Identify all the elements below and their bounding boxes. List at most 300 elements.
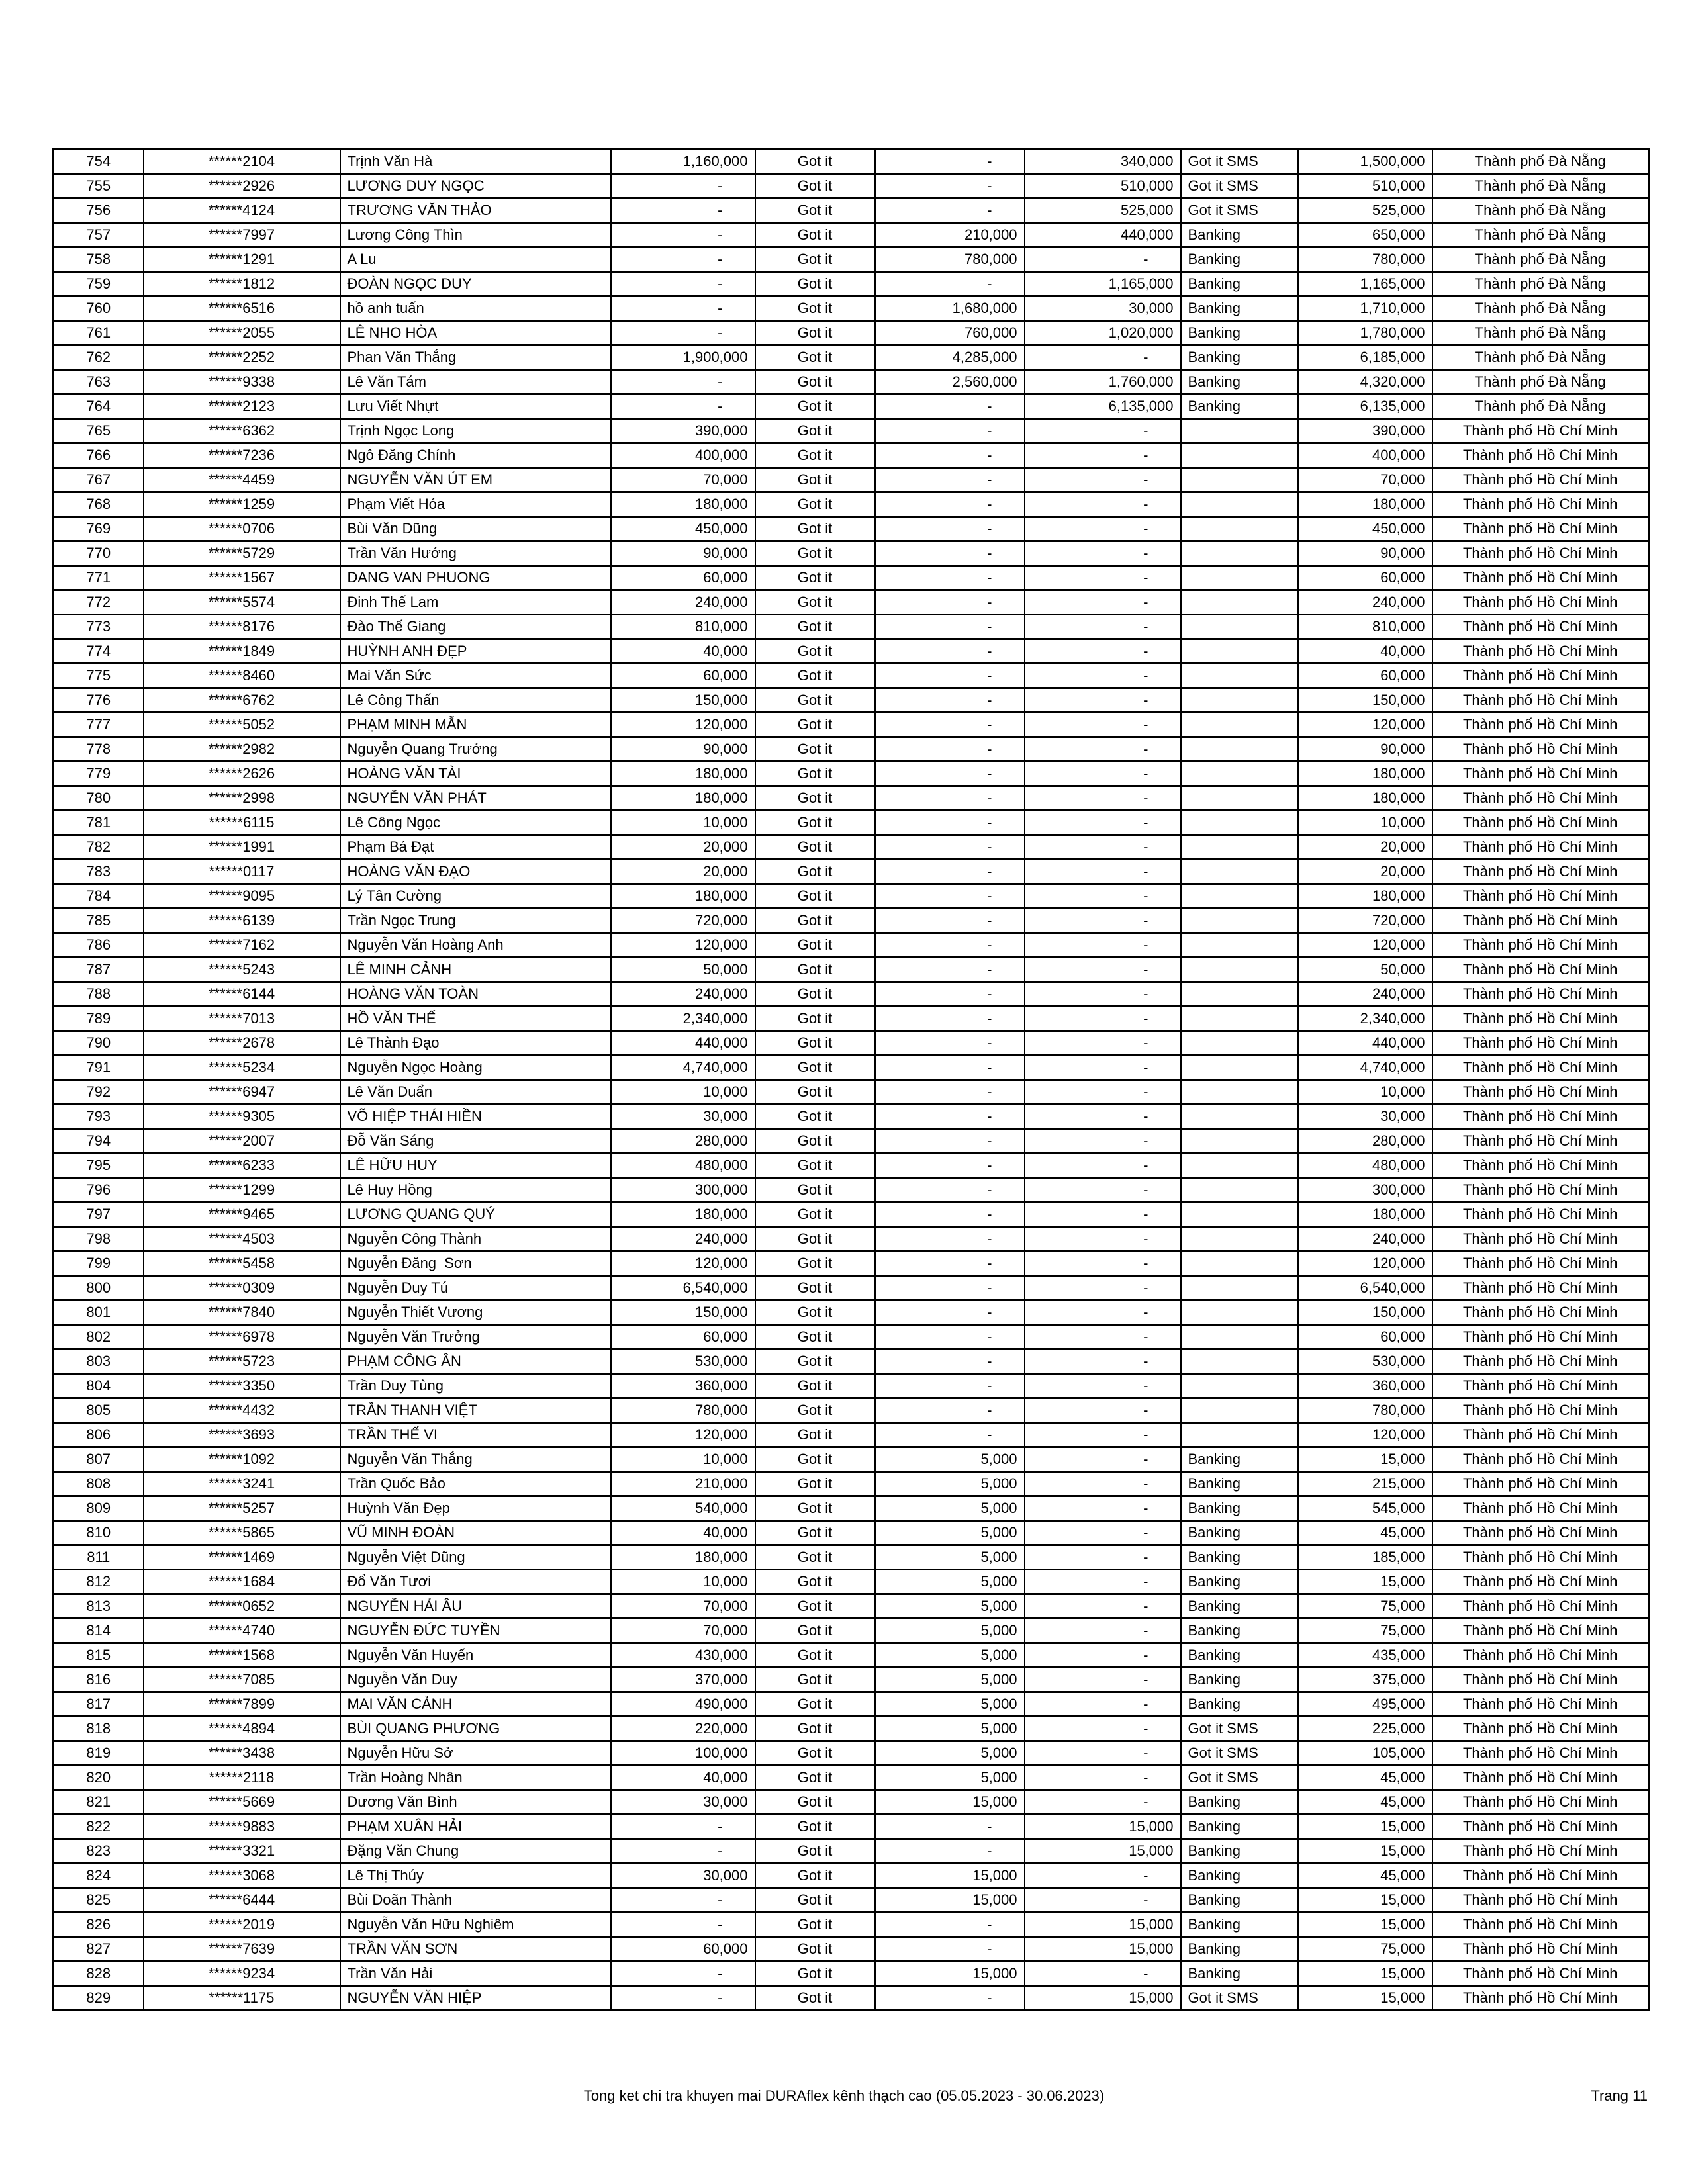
cell-amount-1: 120,000 [611,933,755,958]
cell-customer-name: Ngô Đăng Chính [340,443,611,468]
cell-amount-3: - [1025,1154,1181,1178]
cell-payment-method: Banking [1181,1962,1298,1986]
payout-table-body [54,150,1649,2011]
cell-payment-method: Banking [1181,248,1298,272]
cell-masked-phone: ******6139 [144,909,340,933]
cell-city: Thành phố Hồ Chí Minh [1432,664,1649,688]
cell-masked-phone: ******2626 [144,762,340,786]
cell-amount-1: - [611,199,755,223]
cell-row-number: 813 [54,1594,144,1619]
cell-status: Got it [755,1864,875,1888]
cell-amount-2: 5,000 [875,1668,1025,1692]
table-row [54,1668,1649,1692]
cell-row-number: 769 [54,517,144,541]
cell-payment-method: Banking [1181,1545,1298,1570]
cell-customer-name: Lê Văn Duẩn [340,1080,611,1105]
cell-status: Got it [755,1521,875,1545]
cell-payment-method [1181,1105,1298,1129]
cell-status: Got it [755,884,875,909]
cell-masked-phone: ******5574 [144,590,340,615]
cell-total-amount: 780,000 [1298,1398,1432,1423]
cell-status: Got it [755,1447,875,1472]
cell-amount-1: 10,000 [611,1080,755,1105]
cell-customer-name: PHẠM MINH MẪN [340,713,611,737]
table-row [54,786,1649,811]
cell-masked-phone: ******7899 [144,1692,340,1717]
cell-amount-1: 10,000 [611,1447,755,1472]
cell-status: Got it [755,199,875,223]
cell-amount-1: 30,000 [611,1790,755,1815]
cell-amount-2: - [875,1154,1025,1178]
cell-masked-phone: ******2118 [144,1766,340,1790]
cell-city: Thành phố Hồ Chí Minh [1432,1227,1649,1251]
cell-masked-phone: ******8176 [144,615,340,639]
cell-city: Thành phố Hồ Chí Minh [1432,1692,1649,1717]
cell-amount-3: - [1025,1962,1181,1986]
cell-payment-method [1181,835,1298,860]
cell-amount-1: - [611,1839,755,1864]
cell-amount-3: - [1025,419,1181,443]
cell-payment-method: Banking [1181,1913,1298,1937]
cell-row-number: 782 [54,835,144,860]
cell-total-amount: 15,000 [1298,1913,1432,1937]
cell-masked-phone: ******0706 [144,517,340,541]
cell-amount-1: 210,000 [611,1472,755,1496]
cell-city: Thành phố Hồ Chí Minh [1432,1668,1649,1692]
cell-payment-method: Got it SMS [1181,1986,1298,2011]
cell-city: Thành phố Hồ Chí Minh [1432,517,1649,541]
table-row [54,1056,1649,1080]
cell-amount-3: - [1025,688,1181,713]
cell-payment-method: Banking [1181,1888,1298,1913]
cell-masked-phone: ******1684 [144,1570,340,1594]
cell-status: Got it [755,321,875,345]
cell-city: Thành phố Đà Nẵng [1432,345,1649,370]
cell-row-number: 827 [54,1937,144,1962]
cell-amount-1: 300,000 [611,1178,755,1203]
cell-status: Got it [755,1031,875,1056]
table-row [54,443,1649,468]
cell-row-number: 776 [54,688,144,713]
cell-status: Got it [755,1766,875,1790]
cell-masked-phone: ******5729 [144,541,340,566]
cell-payment-method: Banking [1181,296,1298,321]
cell-amount-1: 240,000 [611,590,755,615]
cell-amount-2: - [875,835,1025,860]
cell-row-number: 780 [54,786,144,811]
table-row [54,1325,1649,1349]
cell-amount-1: 2,340,000 [611,1007,755,1031]
cell-status: Got it [755,1692,875,1717]
cell-city: Thành phố Hồ Chí Minh [1432,909,1649,933]
cell-row-number: 794 [54,1129,144,1154]
cell-amount-1: 240,000 [611,982,755,1007]
cell-city: Thành phố Hồ Chí Minh [1432,1276,1649,1300]
cell-masked-phone: ******2998 [144,786,340,811]
footer-page-number: Trang 11 [1591,2087,1648,2104]
cell-status: Got it [755,982,875,1007]
cell-payment-method: Banking [1181,1839,1298,1864]
cell-amount-3: 30,000 [1025,296,1181,321]
cell-total-amount: 300,000 [1298,1178,1432,1203]
cell-city: Thành phố Hồ Chí Minh [1432,1007,1649,1031]
cell-row-number: 807 [54,1447,144,1472]
cell-row-number: 763 [54,370,144,394]
cell-payment-method [1181,933,1298,958]
table-row [54,933,1649,958]
cell-amount-1: 150,000 [611,1300,755,1325]
cell-masked-phone: ******1092 [144,1447,340,1472]
cell-amount-1: - [611,223,755,248]
cell-customer-name: Trần Hoàng Nhân [340,1766,611,1790]
cell-customer-name: Nguyễn Văn Hoàng Anh [340,933,611,958]
table-row [54,639,1649,664]
table-row [54,1251,1649,1276]
cell-status: Got it [755,1741,875,1766]
cell-amount-3: - [1025,541,1181,566]
cell-amount-3: - [1025,1741,1181,1766]
cell-customer-name: Nguyễn Đăng Sơn [340,1251,611,1276]
cell-status: Got it [755,1643,875,1668]
cell-row-number: 808 [54,1472,144,1496]
cell-customer-name: Phạm Bá Đạt [340,835,611,860]
table-row [54,1472,1649,1496]
cell-masked-phone: ******0652 [144,1594,340,1619]
cell-customer-name: LÊ NHO HÒA [340,321,611,345]
cell-payment-method [1181,541,1298,566]
table-row [54,590,1649,615]
cell-row-number: 781 [54,811,144,835]
cell-masked-phone: ******1849 [144,639,340,664]
cell-total-amount: 50,000 [1298,958,1432,982]
cell-row-number: 800 [54,1276,144,1300]
cell-payment-method [1181,1251,1298,1276]
cell-city: Thành phố Hồ Chí Minh [1432,933,1649,958]
table-row [54,1521,1649,1545]
table-row [54,1717,1649,1741]
table-row [54,296,1649,321]
cell-amount-2: 15,000 [875,1962,1025,1986]
cell-total-amount: 215,000 [1298,1472,1432,1496]
cell-masked-phone: ******1567 [144,566,340,590]
cell-amount-1: 540,000 [611,1496,755,1521]
cell-status: Got it [755,296,875,321]
cell-masked-phone: ******7236 [144,443,340,468]
cell-city: Thành phố Hồ Chí Minh [1432,1888,1649,1913]
cell-payment-method [1181,1374,1298,1398]
table-row [54,1154,1649,1178]
cell-amount-3: - [1025,1300,1181,1325]
cell-payment-method [1181,492,1298,517]
table-row [54,1545,1649,1570]
cell-status: Got it [755,223,875,248]
footer-title: Tong ket chi tra khuyen mai DURAflex kênh thạch cao (05.05.2023 - 30.06.2023) [583,2087,1105,2104]
cell-row-number: 788 [54,982,144,1007]
cell-payment-method: Banking [1181,1864,1298,1888]
cell-customer-name: Trần Văn Hướng [340,541,611,566]
cell-status: Got it [755,1203,875,1227]
cell-payment-method: Banking [1181,223,1298,248]
cell-masked-phone: ******5723 [144,1349,340,1374]
cell-status: Got it [755,1619,875,1643]
table-row [54,1913,1649,1937]
cell-amount-1: 400,000 [611,443,755,468]
cell-masked-phone: ******4503 [144,1227,340,1251]
cell-amount-2: - [875,688,1025,713]
cell-amount-2: 5,000 [875,1594,1025,1619]
cell-amount-2: - [875,1300,1025,1325]
cell-status: Got it [755,958,875,982]
cell-payment-method [1181,860,1298,884]
cell-status: Got it [755,1374,875,1398]
cell-amount-3: - [1025,1521,1181,1545]
table-row [54,688,1649,713]
table-row [54,1692,1649,1717]
cell-status: Got it [755,1105,875,1129]
cell-amount-2: - [875,419,1025,443]
cell-city: Thành phố Hồ Chí Minh [1432,982,1649,1007]
cell-total-amount: 15,000 [1298,1962,1432,1986]
cell-row-number: 814 [54,1619,144,1643]
cell-amount-3: - [1025,909,1181,933]
cell-amount-3: - [1025,1325,1181,1349]
cell-status: Got it [755,1962,875,1986]
cell-city: Thành phố Đà Nẵng [1432,272,1649,296]
cell-payment-method [1181,786,1298,811]
cell-masked-phone: ******1991 [144,835,340,860]
cell-row-number: 809 [54,1496,144,1521]
cell-amount-2: - [875,737,1025,762]
cell-customer-name: Mai Văn Sức [340,664,611,688]
cell-city: Thành phố Hồ Chí Minh [1432,1398,1649,1423]
cell-payment-method [1181,1154,1298,1178]
cell-total-amount: 440,000 [1298,1031,1432,1056]
cell-masked-phone: ******7840 [144,1300,340,1325]
cell-customer-name: MAI VĂN CẢNH [340,1692,611,1717]
cell-row-number: 759 [54,272,144,296]
cell-payment-method: Banking [1181,1692,1298,1717]
table-row [54,370,1649,394]
cell-amount-1: 180,000 [611,1203,755,1227]
cell-status: Got it [755,688,875,713]
cell-amount-2: 5,000 [875,1570,1025,1594]
cell-amount-1: 280,000 [611,1129,755,1154]
cell-city: Thành phố Hồ Chí Minh [1432,1056,1649,1080]
cell-amount-3: - [1025,639,1181,664]
cell-city: Thành phố Đà Nẵng [1432,248,1649,272]
table-row [54,958,1649,982]
cell-customer-name: Lý Tân Cường [340,884,611,909]
cell-customer-name: Bùi Văn Dũng [340,517,611,541]
cell-row-number: 803 [54,1349,144,1374]
cell-status: Got it [755,541,875,566]
table-row [54,1349,1649,1374]
table-row [54,199,1649,223]
cell-amount-3: 1,165,000 [1025,272,1181,296]
cell-payment-method [1181,737,1298,762]
cell-amount-3: - [1025,248,1181,272]
cell-amount-2: - [875,1105,1025,1129]
cell-total-amount: 435,000 [1298,1643,1432,1668]
cell-payment-method: Banking [1181,370,1298,394]
cell-amount-1: 180,000 [611,1545,755,1570]
cell-payment-method [1181,762,1298,786]
cell-amount-1: 1,160,000 [611,150,755,174]
cell-payment-method: Banking [1181,1643,1298,1668]
table-row [54,884,1649,909]
cell-customer-name: HOÀNG VĂN TÀI [340,762,611,786]
cell-amount-2: - [875,517,1025,541]
cell-customer-name: Đinh Thế Lam [340,590,611,615]
cell-row-number: 815 [54,1643,144,1668]
cell-customer-name: Đặng Văn Chung [340,1839,611,1864]
cell-city: Thành phố Hồ Chí Minh [1432,443,1649,468]
cell-city: Thành phố Hồ Chí Minh [1432,1717,1649,1741]
cell-total-amount: 6,185,000 [1298,345,1432,370]
cell-row-number: 758 [54,248,144,272]
cell-customer-name: TRƯƠNG VĂN THẢO [340,199,611,223]
cell-status: Got it [755,1668,875,1692]
cell-row-number: 810 [54,1521,144,1545]
cell-row-number: 793 [54,1105,144,1129]
cell-customer-name: NGUYỄN VĂN PHÁT [340,786,611,811]
cell-row-number: 779 [54,762,144,786]
cell-masked-phone: ******4740 [144,1619,340,1643]
cell-customer-name: NGUYỄN VĂN HIỆP [340,1986,611,2011]
cell-customer-name: NGUYỄN HẢI ÂU [340,1594,611,1619]
cell-amount-3: - [1025,1717,1181,1741]
cell-city: Thành phố Hồ Chí Minh [1432,1741,1649,1766]
cell-masked-phone: ******2252 [144,345,340,370]
cell-amount-3: 1,020,000 [1025,321,1181,345]
cell-total-amount: 1,780,000 [1298,321,1432,345]
cell-masked-phone: ******4432 [144,1398,340,1423]
cell-status: Got it [755,1129,875,1154]
cell-amount-3: - [1025,1643,1181,1668]
cell-status: Got it [755,1154,875,1178]
cell-city: Thành phố Đà Nẵng [1432,394,1649,419]
cell-row-number: 775 [54,664,144,688]
cell-city: Thành phố Hồ Chí Minh [1432,1790,1649,1815]
cell-amount-2: 5,000 [875,1741,1025,1766]
cell-customer-name: VŨ MINH ĐOÀN [340,1521,611,1545]
cell-total-amount: 70,000 [1298,468,1432,492]
cell-amount-2: - [875,664,1025,688]
cell-city: Thành phố Hồ Chí Minh [1432,737,1649,762]
cell-row-number: 756 [54,199,144,223]
cell-customer-name: BÙI QUANG PHƯƠNG [340,1717,611,1741]
cell-city: Thành phố Hồ Chí Minh [1432,762,1649,786]
cell-customer-name: Bùi Doãn Thành [340,1888,611,1913]
cell-amount-2: - [875,1031,1025,1056]
cell-customer-name: Đổ Văn Tươi [340,1570,611,1594]
cell-total-amount: 180,000 [1298,492,1432,517]
cell-customer-name: Đào Thế Giang [340,615,611,639]
cell-row-number: 811 [54,1545,144,1570]
cell-amount-1: 4,740,000 [611,1056,755,1080]
cell-amount-2: - [875,713,1025,737]
cell-total-amount: 45,000 [1298,1864,1432,1888]
cell-masked-phone: ******3438 [144,1741,340,1766]
cell-amount-1: 120,000 [611,1251,755,1276]
cell-payment-method: Got it SMS [1181,1741,1298,1766]
cell-amount-3: 6,135,000 [1025,394,1181,419]
cell-payment-method: Banking [1181,1790,1298,1815]
cell-row-number: 806 [54,1423,144,1447]
cell-row-number: 760 [54,296,144,321]
cell-city: Thành phố Đà Nẵng [1432,370,1649,394]
cell-amount-2: - [875,492,1025,517]
cell-row-number: 799 [54,1251,144,1276]
cell-city: Thành phố Hồ Chí Minh [1432,468,1649,492]
cell-amount-3: - [1025,1203,1181,1227]
cell-total-amount: 15,000 [1298,1815,1432,1839]
cell-payment-method: Banking [1181,1447,1298,1472]
cell-status: Got it [755,1276,875,1300]
cell-customer-name: Nguyễn Văn Trưởng [340,1325,611,1349]
cell-customer-name: LÊ MINH CẢNH [340,958,611,982]
table-row [54,1276,1649,1300]
cell-customer-name: TRẦN THANH VIỆT [340,1398,611,1423]
cell-status: Got it [755,443,875,468]
cell-masked-phone: ******6144 [144,982,340,1007]
cell-status: Got it [755,1594,875,1619]
cell-amount-2: - [875,1007,1025,1031]
table-row [54,321,1649,345]
cell-customer-name: NGUYỄN VĂN ÚT EM [340,468,611,492]
cell-masked-phone: ******9338 [144,370,340,394]
cell-payment-method: Banking [1181,1937,1298,1962]
cell-amount-3: - [1025,1056,1181,1080]
cell-amount-3: 510,000 [1025,174,1181,199]
cell-masked-phone: ******4124 [144,199,340,223]
cell-city: Thành phố Đà Nẵng [1432,150,1649,174]
table-row [54,1766,1649,1790]
cell-city: Thành phố Hồ Chí Minh [1432,1521,1649,1545]
cell-amount-2: - [875,1374,1025,1398]
cell-status: Got it [755,370,875,394]
cell-amount-1: 30,000 [611,1105,755,1129]
cell-row-number: 770 [54,541,144,566]
cell-masked-phone: ******0117 [144,860,340,884]
cell-amount-2: - [875,909,1025,933]
cell-masked-phone: ******6762 [144,688,340,713]
cell-amount-2: 5,000 [875,1521,1025,1545]
cell-city: Thành phố Hồ Chí Minh [1432,688,1649,713]
cell-city: Thành phố Hồ Chí Minh [1432,713,1649,737]
cell-amount-3: - [1025,1619,1181,1643]
cell-amount-1: 120,000 [611,713,755,737]
cell-city: Thành phố Hồ Chí Minh [1432,1423,1649,1447]
cell-amount-1: - [611,321,755,345]
cell-masked-phone: ******2007 [144,1129,340,1154]
cell-status: Got it [755,1300,875,1325]
cell-amount-1: 370,000 [611,1668,755,1692]
cell-status: Got it [755,909,875,933]
cell-status: Got it [755,590,875,615]
cell-row-number: 757 [54,223,144,248]
cell-total-amount: 75,000 [1298,1937,1432,1962]
cell-amount-1: - [611,248,755,272]
cell-status: Got it [755,1325,875,1349]
cell-customer-name: Nguyễn Văn Huyến [340,1643,611,1668]
cell-status: Got it [755,1423,875,1447]
cell-payment-method [1181,1203,1298,1227]
cell-amount-3: - [1025,1105,1181,1129]
table-row [54,762,1649,786]
cell-amount-3: 15,000 [1025,1937,1181,1962]
cell-amount-3: 15,000 [1025,1986,1181,2011]
